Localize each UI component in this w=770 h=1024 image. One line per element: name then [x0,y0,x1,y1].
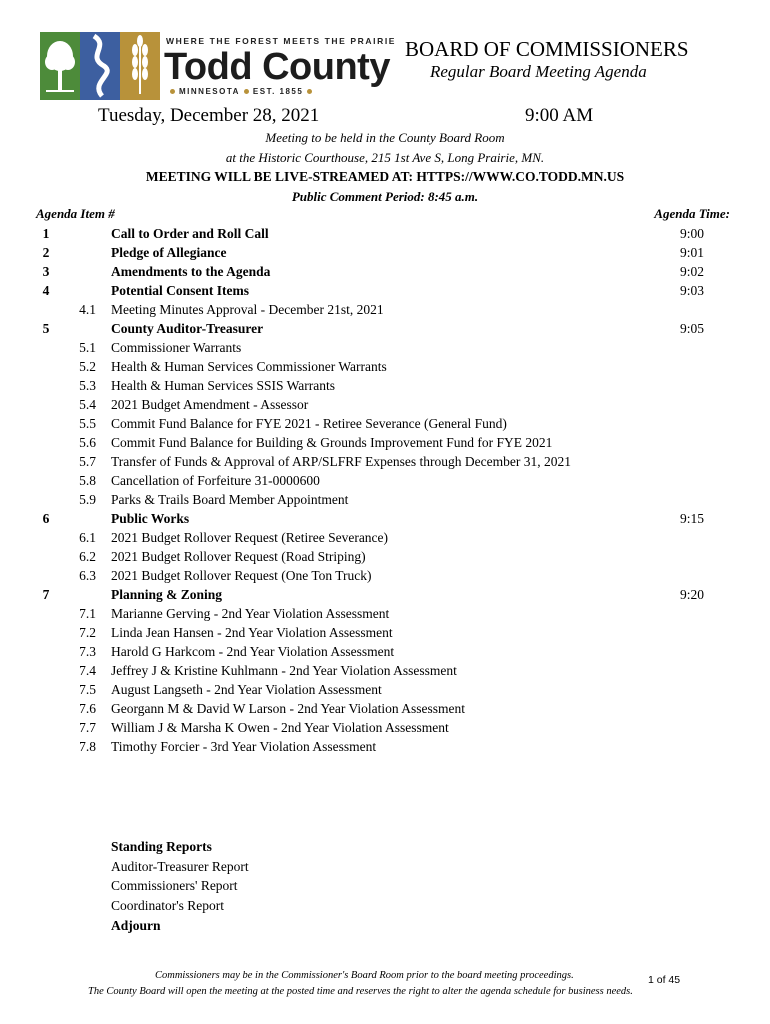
agenda-item-number: 5.9 [79,492,96,507]
agenda-item-title: Commissioner Warrants [111,340,242,355]
agenda-subitem [0,395,770,414]
agenda-subitem [0,566,770,585]
agenda-item-time: 9:03 [679,283,704,298]
meeting-date: Tuesday, December 28, 2021 [98,105,320,126]
agenda-subitem [0,357,770,376]
agenda-item-title: Linda Jean Hansen - 2nd Year Violation Assessment [111,625,393,640]
agenda-item-title: Cancellation of Forfeiture 31-0000600 [111,473,320,488]
location-line-2: at the Historic Courthouse, 215 1st Ave S, Long Prairie, MN. [225,150,545,165]
agenda-item-time: 9:20 [679,587,704,602]
agenda-item-number: 4.1 [79,302,96,317]
agenda-item-number: 5.7 [79,454,96,469]
agenda-item-title: Commit Fund Balance for FYE 2021 - Retiree Severance (General Fund) [111,416,507,431]
agenda-item-title: Pledge of Allegiance [111,245,227,260]
agenda-item [0,319,770,338]
adjourn: Adjourn [111,918,161,933]
agenda-item-title: County Auditor-Treasurer [111,321,264,336]
agenda-subitem [0,642,770,661]
agenda-subitem [0,547,770,566]
livestream-notice: MEETING WILL BE LIVE-STREAMED AT: HTTPS://WWW.CO.TODD.MN.US [145,169,625,184]
agenda-item-title: August Langseth - 2nd Year Violation Assessment [111,682,382,697]
standing-report-item: Auditor-Treasurer Report [111,858,249,874]
agenda-subitem [0,433,770,452]
agenda-item-title: 2021 Budget Amendment - Assessor [111,397,309,412]
agenda-item [0,243,770,262]
board-subtitle: Regular Board Meeting Agenda [430,62,647,81]
agenda-item-title: Health & Human Services Commissioner Warrants [111,359,387,374]
board-title: BOARD OF COMMISSIONERS [405,37,689,61]
agenda-item-title: Georgann M & David W Larson - 2nd Year Violation Assessment [111,701,466,716]
agenda-item-number: 5.3 [79,378,96,393]
agenda-subitem [0,414,770,433]
agenda-item-title: Health & Human Services SSIS Warrants [111,378,336,393]
footer-note-1: Commissioners may be in the Commissioner's Board Room prior to the board meeting proceedings. [155,970,574,981]
agenda-item-number: 4 [42,283,50,298]
meeting-time: 9:00 AM [525,105,594,126]
agenda-item-time: 9:00 [679,226,704,241]
agenda-item-number: 2 [42,245,50,260]
agenda-item-number: 7.8 [79,739,96,754]
agenda-item [0,509,770,528]
agenda-item-number: 7.6 [79,701,96,716]
river-icon [80,32,120,100]
agenda-subitem [0,338,770,357]
footer-note-2: The County Board will open the meeting at the posted time and reserves the right to alter the agenda schedule for business needs. [88,986,633,997]
agenda-item-title: Planning & Zoning [111,587,223,602]
tree-icon [40,32,80,100]
agenda-subitem [0,528,770,547]
agenda-list [0,224,770,756]
bullet-icon [244,89,249,94]
agenda-item-number: 5.5 [79,416,96,431]
agenda-subitem [0,452,770,471]
agenda-item-time: 9:02 [679,264,704,279]
bullet-icon [170,89,175,94]
agenda-item-number: 7 [42,587,50,602]
agenda-subitem [0,300,770,319]
agenda-item-number: 5.6 [79,435,96,450]
agenda-item-time: 9:05 [679,321,704,336]
agenda-item-number: 5.8 [79,473,96,488]
agenda-item-number: 3 [42,264,50,279]
agenda-item-time: 9:01 [679,245,704,260]
agenda-item-number: 7.7 [79,720,96,735]
agenda-subitem [0,471,770,490]
agenda-item-title: Potential Consent Items [111,283,249,298]
agenda-item-title: Transfer of Funds & Approval of ARP/SLFRF Expenses through December 31, 2021 [111,454,571,469]
bullet-icon [307,89,312,94]
agenda-item-number: 1 [42,226,50,241]
agenda-item-title: Harold G Harkcom - 2nd Year Violation Assessment [111,644,395,659]
agenda-item [0,262,770,281]
agenda-item-title: 2021 Budget Rollover Request (Retiree Severance) [111,530,389,545]
agenda-item-number: 6 [42,511,50,526]
agenda-subitem [0,623,770,642]
agenda-item-title: Timothy Forcier - 3rd Year Violation Assessment [111,739,377,754]
agenda-item-number: 5.1 [79,340,96,355]
standing-report-item: Coordinator's Report [111,897,225,913]
agenda-subitem [0,661,770,680]
agenda-item-title: Meeting Minutes Approval - December 21st, 2021 [111,302,384,317]
agenda-item-number: 6.1 [79,530,96,545]
agenda-item-title: Parks & Trails Board Member Appointment [111,492,349,507]
logo-state: MINNESOTA [179,87,240,96]
agenda-time-header: Agenda Time: [654,206,730,221]
agenda-item-number: 6.2 [79,549,96,564]
standing-reports [111,837,249,915]
agenda-item-title: Jeffrey J & Kristine Kuhlmann - 2nd Year Violation Assessment [111,663,457,678]
county-logo [40,32,397,100]
agenda-item-title: Public Works [111,511,190,526]
agenda-item-number: 7.3 [79,644,96,659]
standing-reports-heading: Standing Reports [111,839,212,854]
agenda-subitem [0,680,770,699]
location-line-1: Meeting to be held in the County Board Room [265,130,505,145]
logo-name: Todd County [164,46,390,88]
agenda-item [0,281,770,300]
agenda-item-title: Commit Fund Balance for Building & Grounds Improvement Fund for FYE 2021 [111,435,553,450]
agenda-item-number: 7.1 [79,606,96,621]
public-comment-period: Public Comment Period: 8:45 a.m. [291,189,479,204]
agenda-item-time: 9:15 [679,511,704,526]
agenda-item-number: 6.3 [79,568,96,583]
agenda-item-number: 7.4 [79,663,96,678]
agenda-item-title: Call to Order and Roll Call [111,226,269,241]
logo-est: EST. 1855 [252,87,304,96]
logo-tagline: WHERE THE FOREST MEETS THE PRAIRIE [166,36,397,46]
agenda-item-number: 7.5 [79,682,96,697]
logo-subline [166,87,316,96]
agenda-item-title: William J & Marsha K Owen - 2nd Year Violation Assessment [111,720,449,735]
agenda-subitem [0,376,770,395]
agenda-item-title: Marianne Gerving - 2nd Year Violation Assessment [111,606,390,621]
agenda-item-title: 2021 Budget Rollover Request (Road Striping) [111,549,366,564]
agenda-item-number: 5 [42,321,50,336]
agenda-item [0,224,770,243]
agenda-item-title: 2021 Budget Rollover Request (One Ton Truck) [111,568,372,583]
agenda-item-number: 5.2 [79,359,96,374]
agenda-item [0,585,770,604]
agenda-subitem [0,699,770,718]
agenda-item-header: Agenda Item # [36,206,115,221]
agenda-subitem [0,718,770,737]
agenda-item-number: 7.2 [79,625,96,640]
page-number: 1 of 45 [648,974,681,986]
agenda-item-number: 5.4 [79,397,96,412]
agenda-subitem [0,737,770,756]
wheat-icon [120,32,160,100]
agenda-subitem [0,490,770,509]
agenda-subitem [0,604,770,623]
agenda-item-title: Amendments to the Agenda [111,264,271,279]
standing-report-item: Commissioners' Report [111,878,238,893]
